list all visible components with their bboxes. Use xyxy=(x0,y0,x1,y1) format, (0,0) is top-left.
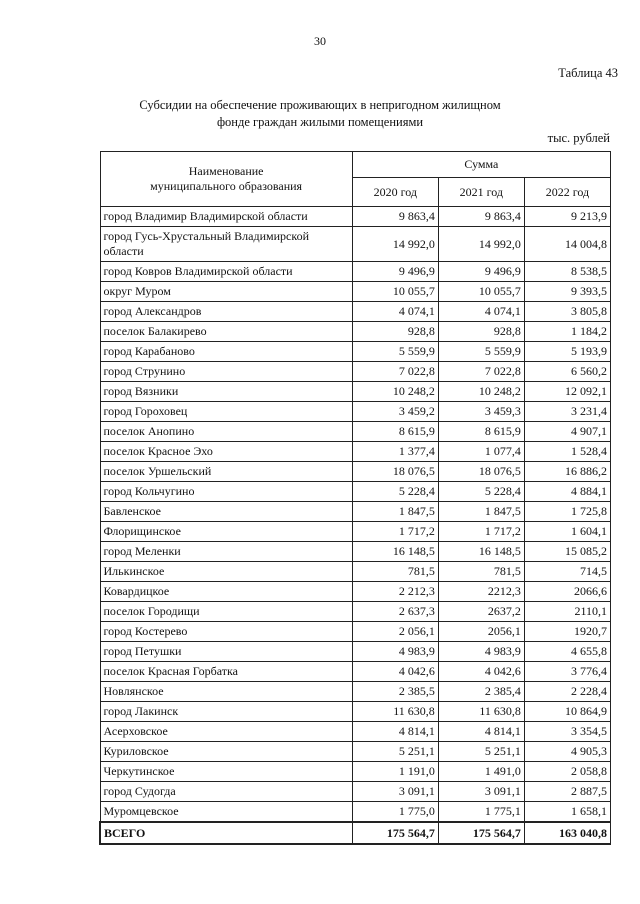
value-2021-cell: 5 559,9 xyxy=(438,342,524,362)
value-2022-cell: 5 193,9 xyxy=(524,342,610,362)
table-row xyxy=(100,562,611,582)
header-sum: Сумма xyxy=(352,152,610,178)
header-name-line-1: Наименование xyxy=(188,164,264,178)
value-2021-cell: 1 717,2 xyxy=(438,522,524,542)
value-2020-cell: 8 615,9 xyxy=(352,422,438,442)
value-2021-cell: 1 775,1 xyxy=(438,802,524,823)
municipality-name-cell: город Александров xyxy=(100,302,352,322)
value-2021-cell: 2212,3 xyxy=(438,582,524,602)
value-2022-cell: 4 907,1 xyxy=(524,422,610,442)
total-2022: 163 040,8 xyxy=(524,822,610,844)
header-year-2021: 2021 год xyxy=(438,178,524,207)
table-row xyxy=(100,682,611,702)
table-row xyxy=(100,362,611,382)
page-number: 30 xyxy=(314,34,326,48)
municipality-name-cell: город Струнино xyxy=(100,362,352,382)
value-2022-cell: 6 560,2 xyxy=(524,362,610,382)
table-body xyxy=(100,207,611,823)
table-row xyxy=(100,402,611,422)
value-2020-cell: 5 251,1 xyxy=(352,742,438,762)
value-2020-cell: 3 091,1 xyxy=(352,782,438,802)
total-2021: 175 564,7 xyxy=(438,822,524,844)
municipality-name-cell: поселок Красное Эхо xyxy=(100,442,352,462)
table-row xyxy=(100,742,611,762)
table-row xyxy=(100,702,611,722)
value-2021-cell: 2637,2 xyxy=(438,602,524,622)
value-2022-cell: 8 538,5 xyxy=(524,262,610,282)
value-2021-cell: 14 992,0 xyxy=(438,227,524,262)
municipality-name-cell: Бавленское xyxy=(100,502,352,522)
municipality-name-cell: город Петушки xyxy=(100,642,352,662)
municipality-name-cell: Муромцевское xyxy=(100,802,352,823)
municipality-name-cell: поселок Красная Горбатка xyxy=(100,662,352,682)
value-2020-cell: 5 559,9 xyxy=(352,342,438,362)
value-2020-cell: 4 983,9 xyxy=(352,642,438,662)
value-2022-cell: 1 725,8 xyxy=(524,502,610,522)
value-2022-cell: 4 905,3 xyxy=(524,742,610,762)
value-2021-cell: 1 847,5 xyxy=(438,502,524,522)
value-2020-cell: 11 630,8 xyxy=(352,702,438,722)
value-2022-cell: 2 887,5 xyxy=(524,782,610,802)
value-2021-cell: 18 076,5 xyxy=(438,462,524,482)
municipality-name-cell: поселок Уршельский xyxy=(100,462,352,482)
subsidies-table xyxy=(99,151,611,845)
value-2022-cell: 14 004,8 xyxy=(524,227,610,262)
value-2020-cell: 5 228,4 xyxy=(352,482,438,502)
municipality-name-cell: город Гороховец xyxy=(100,402,352,422)
value-2022-cell: 1920,7 xyxy=(524,622,610,642)
value-2022-cell: 9 393,5 xyxy=(524,282,610,302)
header-year-2020: 2020 год xyxy=(352,178,438,207)
municipality-name-cell: город Карабаново xyxy=(100,342,352,362)
table-row xyxy=(100,282,611,302)
value-2022-cell: 3 231,4 xyxy=(524,402,610,422)
municipality-name-cell: Флорищинское xyxy=(100,522,352,542)
value-2021-cell: 10 055,7 xyxy=(438,282,524,302)
table-row xyxy=(100,502,611,522)
value-2020-cell: 1 717,2 xyxy=(352,522,438,542)
value-2020-cell: 4 814,1 xyxy=(352,722,438,742)
table-row xyxy=(100,227,611,262)
value-2021-cell: 4 074,1 xyxy=(438,302,524,322)
value-2022-cell: 4 655,8 xyxy=(524,642,610,662)
value-2021-cell: 4 814,1 xyxy=(438,722,524,742)
municipality-name-cell: поселок Анопино xyxy=(100,422,352,442)
value-2022-cell: 2110,1 xyxy=(524,602,610,622)
table-row xyxy=(100,662,611,682)
value-2021-cell: 10 248,2 xyxy=(438,382,524,402)
table-row xyxy=(100,262,611,282)
total-2020: 175 564,7 xyxy=(352,822,438,844)
value-2021-cell: 9 863,4 xyxy=(438,207,524,227)
table-row xyxy=(100,622,611,642)
value-2022-cell: 714,5 xyxy=(524,562,610,582)
value-2022-cell: 3 805,8 xyxy=(524,302,610,322)
municipality-name-cell: Ковардицкое xyxy=(100,582,352,602)
units-label: тыс. рублей xyxy=(547,131,610,145)
value-2020-cell: 1 847,5 xyxy=(352,502,438,522)
value-2022-cell: 1 528,4 xyxy=(524,442,610,462)
municipality-name-cell: город Гусь-Хрустальный Владимирской области xyxy=(100,227,352,262)
table-row xyxy=(100,762,611,782)
value-2020-cell: 18 076,5 xyxy=(352,462,438,482)
table-row xyxy=(100,207,611,227)
value-2021-cell: 16 148,5 xyxy=(438,542,524,562)
table-row xyxy=(100,342,611,362)
table-row xyxy=(100,422,611,442)
municipality-name-cell: Куриловское xyxy=(100,742,352,762)
table-row xyxy=(100,602,611,622)
value-2021-cell: 2056,1 xyxy=(438,622,524,642)
value-2021-cell: 7 022,8 xyxy=(438,362,524,382)
municipality-name-cell: округ Муром xyxy=(100,282,352,302)
value-2021-cell: 1 491,0 xyxy=(438,762,524,782)
value-2022-cell: 15 085,2 xyxy=(524,542,610,562)
table-row xyxy=(100,322,611,342)
header-year-2022: 2022 год xyxy=(524,178,610,207)
value-2021-cell: 8 615,9 xyxy=(438,422,524,442)
municipality-name-cell: город Меленки xyxy=(100,542,352,562)
value-2021-cell: 11 630,8 xyxy=(438,702,524,722)
value-2022-cell: 4 884,1 xyxy=(524,482,610,502)
title-line-1: Субсидии на обеспечение проживающих в непригодном жилищном xyxy=(139,98,501,112)
value-2022-cell: 12 092,1 xyxy=(524,382,610,402)
municipality-name-cell: Асерховское xyxy=(100,722,352,742)
value-2020-cell: 1 775,0 xyxy=(352,802,438,823)
municipality-name-cell: город Лакинск xyxy=(100,702,352,722)
value-2020-cell: 7 022,8 xyxy=(352,362,438,382)
value-2021-cell: 9 496,9 xyxy=(438,262,524,282)
municipality-name-cell: Новлянское xyxy=(100,682,352,702)
municipality-name-cell: город Ковров Владимирской области xyxy=(100,262,352,282)
value-2020-cell: 2 637,3 xyxy=(352,602,438,622)
total-label: ВСЕГО xyxy=(100,822,352,844)
municipality-name-cell: город Владимир Владимирской области xyxy=(100,207,352,227)
municipality-name-cell: город Вязники xyxy=(100,382,352,402)
value-2020-cell: 14 992,0 xyxy=(352,227,438,262)
value-2020-cell: 1 377,4 xyxy=(352,442,438,462)
title-line-2: фонде граждан жилыми помещениями xyxy=(216,115,424,129)
municipality-name-cell: Черкутинское xyxy=(100,762,352,782)
document-title xyxy=(0,97,640,131)
table-row xyxy=(100,542,611,562)
table-row xyxy=(100,582,611,602)
value-2021-cell: 4 042,6 xyxy=(438,662,524,682)
table-label: Таблица 43 xyxy=(558,66,618,80)
table-row xyxy=(100,642,611,662)
value-2020-cell: 16 148,5 xyxy=(352,542,438,562)
value-2021-cell: 3 459,3 xyxy=(438,402,524,422)
value-2022-cell: 3 776,4 xyxy=(524,662,610,682)
value-2020-cell: 1 191,0 xyxy=(352,762,438,782)
value-2022-cell: 1 658,1 xyxy=(524,802,610,823)
value-2021-cell: 4 983,9 xyxy=(438,642,524,662)
value-2020-cell: 9 863,4 xyxy=(352,207,438,227)
value-2020-cell: 2 385,5 xyxy=(352,682,438,702)
table-row xyxy=(100,522,611,542)
value-2022-cell: 2 058,8 xyxy=(524,762,610,782)
value-2022-cell: 3 354,5 xyxy=(524,722,610,742)
value-2022-cell: 2 228,4 xyxy=(524,682,610,702)
value-2022-cell: 16 886,2 xyxy=(524,462,610,482)
municipality-name-cell: Илькинское xyxy=(100,562,352,582)
value-2020-cell: 10 248,2 xyxy=(352,382,438,402)
value-2020-cell: 3 459,2 xyxy=(352,402,438,422)
header-name-line-2: муниципального образования xyxy=(150,179,303,193)
value-2020-cell: 4 042,6 xyxy=(352,662,438,682)
value-2021-cell: 1 077,4 xyxy=(438,442,524,462)
value-2022-cell: 10 864,9 xyxy=(524,702,610,722)
value-2020-cell: 2 212,3 xyxy=(352,582,438,602)
table-row xyxy=(100,442,611,462)
table-row xyxy=(100,462,611,482)
municipality-name-cell: поселок Городищи xyxy=(100,602,352,622)
table-header xyxy=(100,152,611,207)
municipality-name-cell: город Кольчугино xyxy=(100,482,352,502)
value-2022-cell: 1 184,2 xyxy=(524,322,610,342)
value-2020-cell: 10 055,7 xyxy=(352,282,438,302)
table-row xyxy=(100,722,611,742)
value-2020-cell: 9 496,9 xyxy=(352,262,438,282)
value-2021-cell: 5 251,1 xyxy=(438,742,524,762)
value-2022-cell: 1 604,1 xyxy=(524,522,610,542)
value-2021-cell: 928,8 xyxy=(438,322,524,342)
table-row xyxy=(100,382,611,402)
table-row xyxy=(100,302,611,322)
total-row xyxy=(100,822,611,844)
table-row xyxy=(100,802,611,823)
value-2020-cell: 928,8 xyxy=(352,322,438,342)
value-2021-cell: 3 091,1 xyxy=(438,782,524,802)
value-2020-cell: 4 074,1 xyxy=(352,302,438,322)
municipality-name-cell: город Судогда xyxy=(100,782,352,802)
header-name-cell xyxy=(100,152,352,207)
table-row xyxy=(100,782,611,802)
table-row xyxy=(100,482,611,502)
municipality-name-cell: город Костерево xyxy=(100,622,352,642)
value-2020-cell: 2 056,1 xyxy=(352,622,438,642)
value-2022-cell: 9 213,9 xyxy=(524,207,610,227)
value-2021-cell: 781,5 xyxy=(438,562,524,582)
municipality-name-cell: поселок Балакирево xyxy=(100,322,352,342)
value-2022-cell: 2066,6 xyxy=(524,582,610,602)
value-2021-cell: 5 228,4 xyxy=(438,482,524,502)
value-2021-cell: 2 385,4 xyxy=(438,682,524,702)
value-2020-cell: 781,5 xyxy=(352,562,438,582)
